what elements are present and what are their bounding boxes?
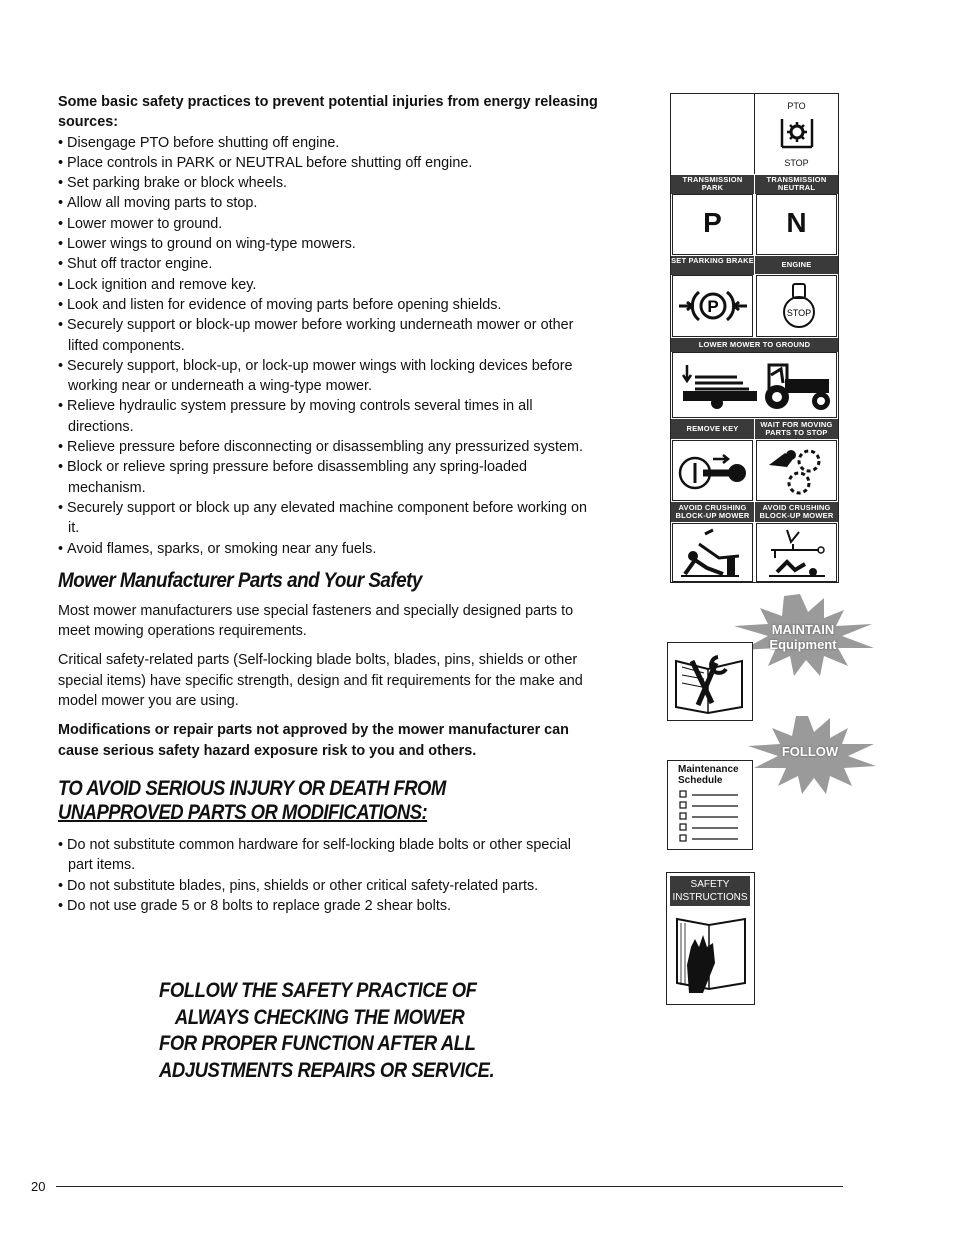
moving-parts-hand-icon	[767, 445, 827, 499]
ignition-key-icon	[677, 449, 749, 493]
list-item: • Disengage PTO before shutting off engine.	[58, 133, 598, 153]
neutral-cell	[756, 194, 837, 255]
engine-stop-text: STOP	[786, 308, 812, 318]
list-item: • Allow all moving parts to stop.	[58, 193, 598, 213]
list-item: • Securely support or block-up mower before working underneath mower or other lifted components.	[58, 315, 598, 356]
page-number: 20	[31, 1179, 46, 1194]
list-item: • Do not substitute common hardware for self-locking blade bolts or other special part items.	[58, 835, 598, 876]
maintenance-schedule-label: Maintenance Schedule	[678, 764, 739, 786]
avoid-heading-line-2	[58, 801, 533, 825]
follow-line: FOLLOW THE SAFETY PRACTICE OF	[159, 979, 477, 1002]
safety-instructions-box	[666, 872, 755, 1005]
list-item: • Securely support, block-up, or lock-up mower wings with locking devices before working near or underneath a wing-type mower.	[58, 356, 598, 397]
crushing-cell-2	[756, 523, 837, 582]
list-item: • Lock ignition and remove key.	[58, 275, 598, 295]
crushing-hazard-icon	[679, 528, 749, 578]
pto-label: PTO	[787, 101, 806, 111]
block-up-mower-icon	[765, 528, 831, 578]
list-item: • Set parking brake or block wheels.	[58, 173, 598, 193]
tractor-mower-icon	[677, 357, 833, 413]
parts-warning: Modifications or repair parts not approved by the mower manufacturer can cause serious safety hazard exposure risk to you and others.	[58, 722, 569, 759]
avoid-crushing-bar-1: AVOID CRUSHING BLOCK-UP MOWER	[671, 502, 754, 522]
parking-brake-bar: SET PARKING BRAKE	[671, 256, 754, 275]
maintenance-schedule-box	[667, 760, 753, 850]
safety-instructions-label: SAFETY INSTRUCTIONS	[670, 876, 750, 906]
parts-heading: Mower Manufacturer Parts and Your Safety	[58, 568, 422, 592]
list-item: • Securely support or block up any elevated machine component before working on it.	[58, 498, 598, 539]
avoid-heading-line-2-text: UNAPPROVED PARTS OR MODIFICATIONS:	[58, 800, 428, 824]
list-item: • Avoid flames, sparks, or smoking near any fuels.	[58, 539, 598, 559]
park-letter: P	[703, 207, 722, 238]
pto-icon	[779, 116, 815, 150]
follow-safety-callout	[159, 978, 579, 1084]
avoid-heading-line-1: TO AVOID SERIOUS INJURY OR DEATH FROM	[58, 776, 446, 800]
checklist-icon	[678, 789, 742, 847]
list-item: • Relieve pressure before disconnecting or disassembling any pressurized system.	[58, 437, 598, 457]
manual-tools-icon	[672, 649, 748, 715]
engine-stop-icon	[779, 282, 819, 330]
list-item: • Do not substitute blades, pins, shields or other critical safety-related parts.	[58, 876, 598, 896]
trans-park-bar: TRANSMISSION PARK	[671, 175, 754, 194]
list-item: • Look and listen for evidence of moving parts before opening shields.	[58, 295, 598, 315]
follow-label: FOLLOW	[781, 744, 839, 759]
neutral-letter: N	[786, 207, 807, 238]
wait-moving-cell	[756, 440, 837, 501]
maintain-label: MAINTAIN Equipment	[769, 622, 837, 652]
trans-neutral-bar: TRANSMISSION NEUTRAL	[755, 175, 838, 194]
remove-key-bar: REMOVE KEY	[671, 419, 754, 439]
svg-text:P: P	[707, 297, 719, 316]
list-item: • Lower wings to ground on wing-type mowers.	[58, 234, 598, 254]
list-item: • Relieve hydraulic system pressure by moving controls several times in all directions.	[58, 396, 598, 437]
list-item: • Lower mower to ground.	[58, 214, 598, 234]
brake-cell	[672, 275, 753, 337]
pto-stop-label: STOP	[784, 158, 809, 168]
engine-bar: ENGINE	[755, 256, 838, 274]
engine-cell	[756, 275, 837, 337]
parking-brake-icon	[677, 284, 749, 328]
list-item: • Block or relieve spring pressure before disassembling any spring-loaded mechanism.	[58, 457, 598, 498]
avoid-crushing-bar-2: AVOID CRUSHING BLOCK-UP MOWER	[755, 502, 838, 522]
list-item: • Do not use grade 5 or 8 bolts to replace grade 2 shear bolts.	[58, 896, 598, 916]
crushing-cell-1	[672, 523, 753, 582]
shutdown-safety-decal	[670, 93, 839, 583]
list-item: • Shut off tractor engine.	[58, 254, 598, 274]
follow-line: ALWAYS CHECKING THE MOWER	[174, 1005, 465, 1029]
list-item: • Place controls in PARK or NEUTRAL before shutting off engine.	[58, 153, 598, 173]
follow-line: FOR PROPER FUNCTION AFTER ALL	[159, 1032, 476, 1055]
avoid-bullet-list	[58, 835, 598, 916]
parts-paragraph-1: Most mower manufacturers use special fasteners and specially designed parts to meet mowing operations requirements.	[58, 602, 574, 640]
pto-cell	[754, 94, 838, 174]
main-column	[58, 92, 598, 916]
wait-moving-parts-bar: WAIT FOR MOVING PARTS TO STOP	[755, 419, 838, 439]
maintain-book-box	[667, 642, 753, 721]
remove-key-cell	[672, 440, 753, 501]
parts-paragraph-2: Critical safety-related parts (Self-locking blade bolts, blades, pins, shields or other special items) have specific strength, design and fit requirements for the make and model mower you are using.	[58, 652, 583, 710]
footer-rule	[56, 1186, 843, 1187]
park-cell	[672, 194, 753, 255]
safety-intro: Some basic safety practices to prevent potential injuries from energy releasing sources:	[58, 94, 598, 131]
lower-mower-cell	[672, 352, 837, 418]
lower-mower-bar: LOWER MOWER TO GROUND	[671, 338, 838, 352]
follow-line: ADJUSTMENTS REPAIRS OR SERVICE.	[159, 1058, 495, 1082]
safety-bullet-list	[58, 133, 598, 559]
reading-manual-icon	[673, 913, 749, 1001]
